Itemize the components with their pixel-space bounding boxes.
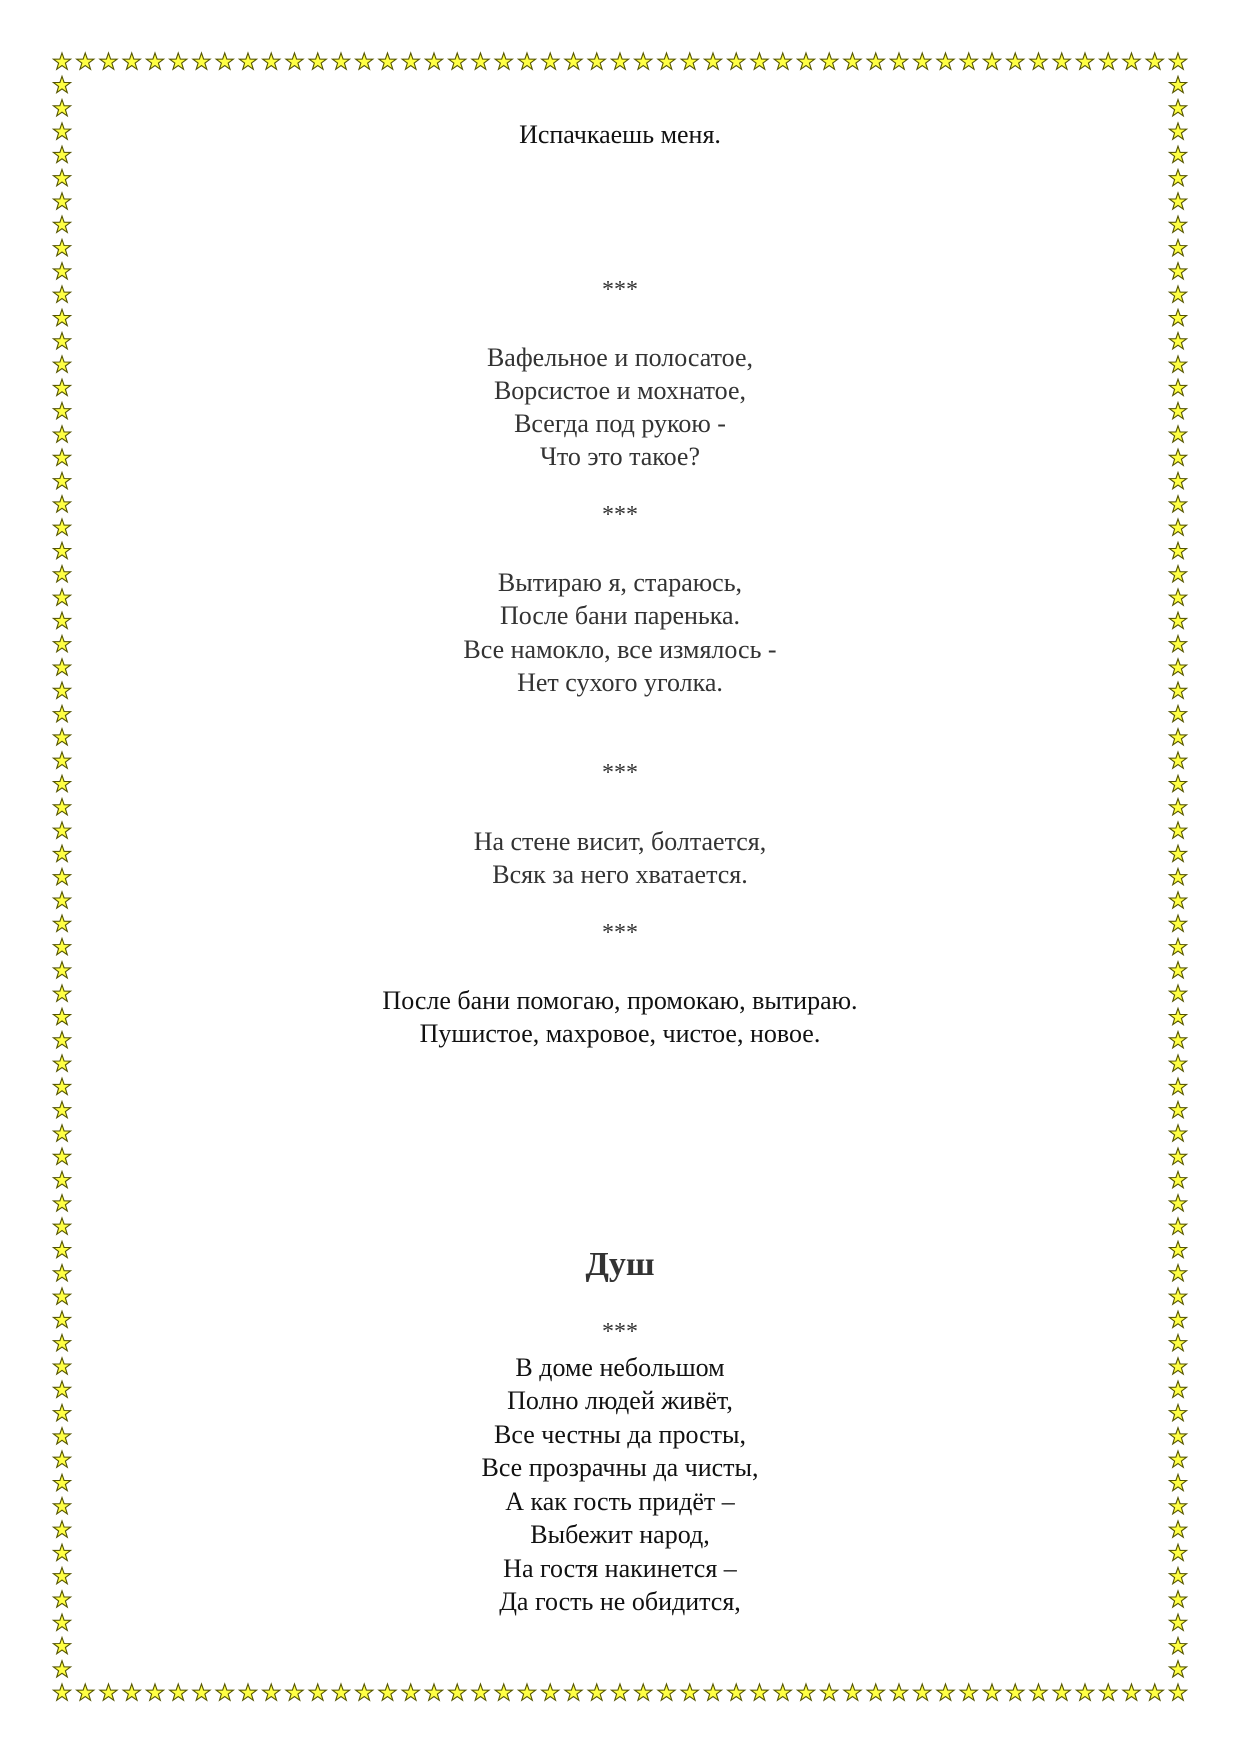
star-icon	[1169, 1288, 1186, 1304]
star-icon	[1030, 53, 1047, 69]
star-icon	[565, 53, 582, 69]
star-icon	[53, 1451, 70, 1467]
star-icon	[1123, 53, 1140, 69]
star-icon	[1100, 1684, 1117, 1700]
star-icon	[53, 938, 70, 954]
star-icon	[77, 53, 94, 69]
star-icon	[53, 1218, 70, 1234]
star-icon	[1169, 1474, 1186, 1490]
star-icon	[658, 1684, 675, 1700]
star-icon	[1169, 705, 1186, 721]
star-icon	[797, 1684, 814, 1700]
star-icon	[821, 1684, 838, 1700]
star-icon	[1169, 1265, 1186, 1281]
star-icon	[53, 729, 70, 745]
star-icon	[1169, 1544, 1186, 1560]
star-icon	[53, 1032, 70, 1048]
star-icon	[1169, 146, 1186, 162]
star-icon	[1169, 1661, 1186, 1677]
star-icon	[1169, 1614, 1186, 1630]
star-icon	[425, 1684, 442, 1700]
star-icon	[123, 1684, 140, 1700]
star-icon	[1169, 123, 1186, 139]
riddle-line: Ворсистое и мохнатое,	[493, 376, 747, 405]
star-icon	[1169, 100, 1186, 116]
star-icon	[402, 53, 419, 69]
star-icon	[1169, 286, 1186, 302]
star-icon	[1169, 496, 1186, 512]
star-icon	[1169, 1171, 1186, 1187]
star-icon	[53, 1614, 70, 1630]
star-icon	[53, 1381, 70, 1397]
star-icon	[1169, 1241, 1186, 1257]
star-icon	[53, 682, 70, 698]
star-icon	[1169, 589, 1186, 605]
star-icon	[53, 1311, 70, 1327]
star-icon	[193, 1684, 210, 1700]
star-icon	[53, 1474, 70, 1490]
star-icon	[588, 53, 605, 69]
star-icon	[1076, 53, 1093, 69]
star-icon	[1169, 822, 1186, 838]
star-icon	[1169, 962, 1186, 978]
star-icon	[960, 1684, 977, 1700]
riddle-line: Нет сухого уголка.	[517, 668, 723, 697]
star-icon	[53, 123, 70, 139]
riddle-line: Все честны да просты,	[494, 1420, 746, 1449]
star-icon	[1123, 1684, 1140, 1700]
star-icon	[1169, 915, 1186, 931]
star-icon	[728, 1684, 745, 1700]
star-icon	[1169, 1381, 1186, 1397]
star-icon	[239, 1684, 256, 1700]
star-icon	[1169, 449, 1186, 465]
star-icon	[704, 53, 721, 69]
riddle-line: Пушистое, махровое, чистое, новое.	[419, 1019, 821, 1048]
star-icon	[53, 1498, 70, 1514]
star-icon	[53, 1428, 70, 1444]
star-icon	[53, 962, 70, 978]
separator: ***	[602, 760, 638, 786]
star-icon	[53, 636, 70, 652]
star-icon	[658, 53, 675, 69]
star-icon	[1169, 1125, 1186, 1141]
star-icon	[53, 403, 70, 419]
star-icon	[1169, 729, 1186, 745]
star-icon	[914, 53, 931, 69]
star-icon	[53, 799, 70, 815]
star-icon	[1169, 542, 1186, 558]
star-icon	[1169, 1335, 1186, 1351]
star-icon	[356, 1684, 373, 1700]
star-icon	[53, 1195, 70, 1211]
star-icon	[704, 1684, 721, 1700]
star-icon	[1053, 1684, 1070, 1700]
star-icon	[1169, 1008, 1186, 1024]
riddle-line: Вытираю я, стараюсь,	[497, 568, 743, 597]
star-icon	[379, 1684, 396, 1700]
star-icon	[1169, 775, 1186, 791]
star-icon	[1169, 938, 1186, 954]
star-icon	[332, 53, 349, 69]
star-icon	[867, 53, 884, 69]
star-icon	[1030, 1684, 1047, 1700]
star-icon	[1169, 1428, 1186, 1444]
riddle-line: Вафельное и полосатое,	[486, 343, 754, 372]
star-icon	[495, 53, 512, 69]
star-icon	[821, 53, 838, 69]
star-icon	[1169, 752, 1186, 768]
riddle-line: А как гость придёт –	[505, 1487, 735, 1516]
star-icon	[635, 53, 652, 69]
star-icon	[53, 1404, 70, 1420]
star-icon	[983, 1684, 1000, 1700]
star-icon	[751, 1684, 768, 1700]
star-icon	[1169, 566, 1186, 582]
star-icon	[53, 53, 70, 69]
separator: ***	[602, 1319, 638, 1345]
star-icon	[239, 53, 256, 69]
star-icon	[53, 775, 70, 791]
star-icon	[379, 53, 396, 69]
riddle-line: Все намокло, все измялось -	[463, 635, 777, 664]
star-icon	[1169, 403, 1186, 419]
star-icon	[402, 1684, 419, 1700]
star-icon	[1169, 1498, 1186, 1514]
star-icon	[216, 53, 233, 69]
star-icon	[53, 1335, 70, 1351]
star-icon	[193, 53, 210, 69]
star-icon	[1053, 53, 1070, 69]
star-icon	[1007, 1684, 1024, 1700]
star-icon	[100, 1684, 117, 1700]
section-title: Душ	[585, 1246, 655, 1283]
star-icon	[1169, 1311, 1186, 1327]
star-icon	[53, 705, 70, 721]
star-icon	[263, 53, 280, 69]
star-icon	[53, 1637, 70, 1653]
star-icon	[1169, 472, 1186, 488]
riddle-line: Да гость не обидится,	[499, 1587, 741, 1616]
star-icon	[983, 53, 1000, 69]
star-icon	[1146, 53, 1163, 69]
star-icon	[53, 76, 70, 92]
star-icon	[611, 1684, 628, 1700]
star-icon	[681, 1684, 698, 1700]
star-icon	[53, 1684, 70, 1700]
star-icon	[53, 1055, 70, 1071]
star-icon	[1169, 309, 1186, 325]
star-icon	[449, 53, 466, 69]
star-icon	[170, 53, 187, 69]
star-icon	[518, 1684, 535, 1700]
star-icon	[1169, 1148, 1186, 1164]
star-icon	[53, 985, 70, 1001]
star-icon	[53, 659, 70, 675]
star-icon	[751, 53, 768, 69]
riddle-line: После бани помогаю, промокаю, вытираю.	[382, 986, 858, 1015]
star-icon	[1169, 1591, 1186, 1607]
star-icon	[1169, 1102, 1186, 1118]
separator: ***	[602, 277, 638, 303]
star-icon	[1169, 519, 1186, 535]
star-icon	[53, 170, 70, 186]
star-icon	[542, 1684, 559, 1700]
star-icon	[146, 53, 163, 69]
star-icon	[1076, 1684, 1093, 1700]
star-icon	[1169, 356, 1186, 372]
star-icon	[1169, 1404, 1186, 1420]
star-icon	[53, 869, 70, 885]
riddle-line: Все прозрачны да чисты,	[481, 1453, 759, 1482]
star-icon	[170, 1684, 187, 1700]
star-icon	[1169, 1568, 1186, 1584]
separator: ***	[602, 920, 638, 946]
star-icon	[1169, 1055, 1186, 1071]
star-icon	[53, 1265, 70, 1281]
star-icon	[53, 286, 70, 302]
separator: ***	[602, 502, 638, 528]
star-icon	[332, 1684, 349, 1700]
star-icon	[53, 1125, 70, 1141]
star-icon	[1169, 170, 1186, 186]
star-icon	[1169, 1078, 1186, 1094]
star-icon	[960, 53, 977, 69]
star-icon	[542, 53, 559, 69]
star-icon	[1146, 1684, 1163, 1700]
star-icon	[53, 1288, 70, 1304]
star-icon	[53, 1568, 70, 1584]
star-icon	[286, 53, 303, 69]
star-icon	[681, 53, 698, 69]
star-icon	[77, 1684, 94, 1700]
riddle-line: Испачкаешь меня.	[519, 120, 721, 149]
star-icon	[937, 53, 954, 69]
star-icon	[844, 53, 861, 69]
star-icon	[146, 1684, 163, 1700]
star-icon	[53, 333, 70, 349]
star-icon	[309, 1684, 326, 1700]
star-icon	[867, 1684, 884, 1700]
star-icon	[356, 53, 373, 69]
star-icon	[1169, 216, 1186, 232]
star-icon	[53, 822, 70, 838]
star-icon	[53, 892, 70, 908]
star-icon	[1169, 333, 1186, 349]
star-icon	[425, 53, 442, 69]
star-icon	[1169, 379, 1186, 395]
star-icon	[1007, 53, 1024, 69]
star-icon	[123, 53, 140, 69]
star-icon	[1169, 612, 1186, 628]
star-icon	[1169, 1637, 1186, 1653]
riddle-line: Выбежит народ,	[530, 1520, 710, 1549]
riddle-line: На гостя накинется –	[503, 1554, 737, 1583]
star-icon	[844, 1684, 861, 1700]
star-icon	[309, 53, 326, 69]
star-icon	[53, 542, 70, 558]
star-icon	[495, 1684, 512, 1700]
star-icon	[100, 53, 117, 69]
star-icon	[216, 1684, 233, 1700]
star-icon	[1169, 76, 1186, 92]
star-icon	[1169, 239, 1186, 255]
riddle-line: Всегда под рукою -	[514, 409, 726, 438]
star-icon	[1169, 263, 1186, 279]
star-icon	[1169, 1684, 1186, 1700]
riddle-line: Всяк за него хватается.	[492, 860, 748, 889]
star-icon	[53, 1078, 70, 1094]
star-icon	[728, 53, 745, 69]
star-icon	[53, 1661, 70, 1677]
star-icon	[1169, 1521, 1186, 1537]
star-icon	[53, 1544, 70, 1560]
riddle-line: Полно людей живёт,	[507, 1386, 733, 1415]
star-icon	[53, 263, 70, 279]
star-icon	[588, 1684, 605, 1700]
star-icon	[1169, 869, 1186, 885]
star-icon	[53, 589, 70, 605]
star-icon	[53, 100, 70, 116]
star-icon	[1169, 845, 1186, 861]
star-icon	[53, 1241, 70, 1257]
star-icon	[774, 1684, 791, 1700]
riddle-line: После бани паренька.	[499, 601, 741, 630]
riddle-line: На стене висит, болтается,	[473, 827, 767, 856]
star-icon	[1169, 1358, 1186, 1374]
star-icon	[565, 1684, 582, 1700]
star-icon	[518, 53, 535, 69]
star-icon	[797, 53, 814, 69]
star-icon	[53, 239, 70, 255]
star-icon	[937, 1684, 954, 1700]
star-icon	[1169, 1451, 1186, 1467]
star-icon	[635, 1684, 652, 1700]
star-icon	[53, 566, 70, 582]
star-icon	[286, 1684, 303, 1700]
star-icon	[1169, 53, 1186, 69]
star-icon	[1169, 1032, 1186, 1048]
star-icon	[53, 356, 70, 372]
star-icon	[890, 53, 907, 69]
star-icon	[53, 1171, 70, 1187]
star-icon	[890, 1684, 907, 1700]
star-icon	[1169, 659, 1186, 675]
star-icon	[449, 1684, 466, 1700]
star-icon	[1169, 682, 1186, 698]
star-icon	[53, 146, 70, 162]
star-icon	[1169, 1218, 1186, 1234]
star-icon	[53, 496, 70, 512]
star-icon	[1169, 799, 1186, 815]
star-icon	[53, 1521, 70, 1537]
star-icon	[53, 1008, 70, 1024]
star-icon	[1169, 193, 1186, 209]
star-icon	[53, 193, 70, 209]
star-icon	[53, 426, 70, 442]
star-icon	[914, 1684, 931, 1700]
star-icon	[1169, 1195, 1186, 1211]
star-icon	[1100, 53, 1117, 69]
star-icon	[1169, 636, 1186, 652]
star-icon	[53, 915, 70, 931]
star-icon	[53, 309, 70, 325]
riddle-line: Что это такое?	[539, 442, 701, 471]
star-icon	[53, 216, 70, 232]
star-icon	[53, 612, 70, 628]
star-icon	[53, 1148, 70, 1164]
star-icon	[1169, 426, 1186, 442]
star-icon	[774, 53, 791, 69]
star-icon	[53, 379, 70, 395]
star-icon	[53, 845, 70, 861]
star-icon	[263, 1684, 280, 1700]
star-icon	[53, 1591, 70, 1607]
star-icon	[53, 519, 70, 535]
star-icon	[1169, 892, 1186, 908]
star-icon	[53, 1358, 70, 1374]
star-icon	[53, 1102, 70, 1118]
riddle-line: В доме небольшом	[515, 1353, 725, 1382]
star-icon	[472, 53, 489, 69]
star-icon	[53, 472, 70, 488]
star-icon	[53, 449, 70, 465]
star-icon	[1169, 985, 1186, 1001]
star-icon	[53, 752, 70, 768]
star-icon	[611, 53, 628, 69]
star-icon	[472, 1684, 489, 1700]
